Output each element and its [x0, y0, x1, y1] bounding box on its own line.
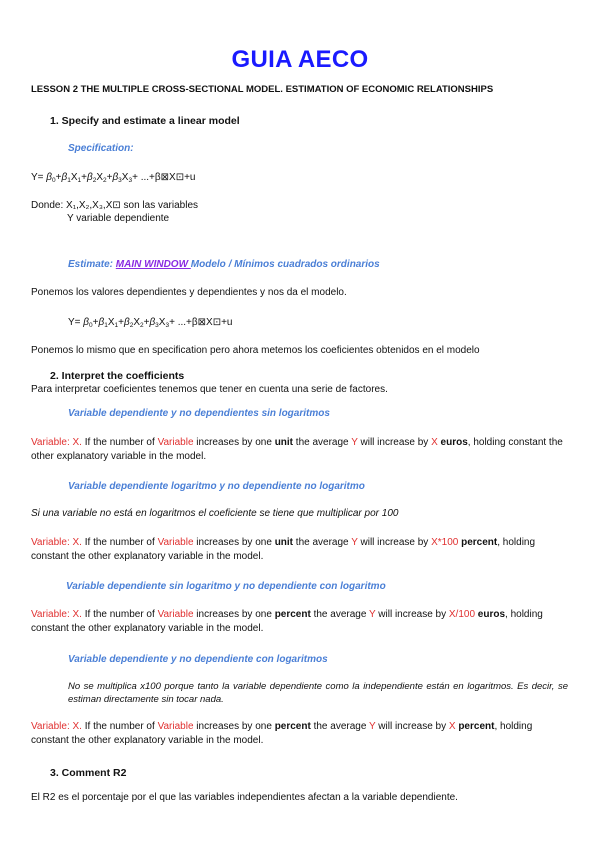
formula-tail: β⊠X⊡+u — [191, 317, 233, 328]
x-symbol: X — [96, 172, 103, 183]
x-symbol: X — [121, 172, 129, 183]
formula-term — [124, 317, 149, 328]
section-heading-1: 1. Specify and estimate a linear model — [50, 115, 240, 127]
formula-term — [87, 172, 112, 183]
highlight-red-text: Variable: X. — [31, 537, 85, 548]
highlight-red-text: Variable — [157, 721, 194, 732]
highlight-red-text: Y — [351, 437, 358, 448]
formula-prefix: Y= — [31, 172, 47, 183]
r2-comment: El R2 es el porcentaje por el que las variables independientes afectan a la variable dependiente. — [31, 792, 458, 803]
formula-operator: + — [55, 172, 62, 183]
formula-operator: + — [106, 172, 113, 183]
beta-symbol: β — [112, 172, 119, 183]
estimate-label: Estimate: — [68, 259, 116, 270]
section-heading-2: 2. Interpret the coefficients — [50, 370, 185, 382]
formula-operator: + — [81, 172, 87, 183]
body-text: will increase by — [375, 721, 449, 732]
x-symbol: X — [133, 317, 140, 328]
donde-line-2: Y variable dependiente — [67, 213, 170, 224]
formula-tail: β⊠X⊡+u — [154, 172, 196, 183]
interpret-intro: Para interpretar coeficientes tenemos que tener en cuenta una serie de factores. — [31, 384, 388, 395]
body-text: , holding constant the other explanatory variable in the model. — [31, 721, 533, 746]
beta-subscript: 0 — [52, 177, 56, 184]
body-text: , holding constant the other explanatory variable in the model. — [31, 537, 536, 562]
body-text: increases by one — [193, 537, 275, 548]
estimate-menu-path: Modelo / Mínimos cuadrados ordinarios — [190, 259, 380, 270]
highlight-red-text: X — [431, 437, 438, 448]
x-subscript: 2 — [139, 322, 144, 329]
bold-term: unit — [274, 437, 294, 448]
beta-symbol: β — [86, 172, 93, 183]
bold-term: euros — [477, 609, 506, 620]
formula-estimate — [68, 317, 232, 329]
beta-subscript: 0 — [89, 322, 93, 329]
highlight-red-text: Y — [369, 609, 376, 620]
formula-term — [83, 317, 98, 328]
body-text: will increase by — [357, 537, 432, 548]
body-text: the average — [310, 609, 370, 620]
highlight-red-text: Y — [369, 721, 376, 732]
body-text: , holding constant the other explanatory variable in the model. — [31, 609, 543, 634]
case-1-subheading: Variable dependiente y no dependientes sin logaritmos — [68, 408, 330, 419]
specification-label: Specification: — [68, 143, 134, 154]
formula-term — [61, 172, 86, 183]
formula-prefix: Y= — [68, 317, 84, 328]
beta-symbol: β — [46, 172, 53, 183]
formula-term — [98, 317, 123, 328]
case-2-interpretation — [31, 536, 569, 564]
formula-operator: + — [118, 317, 124, 328]
x-subscript: 3 — [128, 177, 133, 184]
body-text: the average — [293, 437, 352, 448]
bold-term: euros — [440, 437, 468, 448]
main-window-link[interactable]: MAIN WINDOW — [115, 259, 191, 270]
highlight-red-text: Variable: X. — [31, 437, 85, 448]
x-subscript: 2 — [102, 177, 107, 184]
formula-operator: + — [143, 317, 150, 328]
case-2-note: Si una variable no está en logaritmos el coeficiente se tiene que multiplicar por 100 — [31, 508, 399, 519]
body-text: the average — [293, 537, 352, 548]
ponemos-paragraph-2: Ponemos lo mismo que en specification pero ahora metemos los coeficientes obtenidos en el modelo — [31, 345, 480, 356]
formula-terms — [83, 317, 192, 328]
x-symbol: X — [70, 172, 78, 183]
body-text: If the number of — [84, 721, 158, 732]
beta-symbol: β — [149, 317, 156, 328]
x-subscript: 1 — [114, 322, 119, 329]
highlight-red-text: Variable — [157, 537, 194, 548]
body-text: If the number of — [84, 537, 158, 548]
case-4-subheading: Variable dependiente y no dependiente con logaritmos — [68, 654, 328, 665]
formula-specification — [31, 172, 195, 184]
body-text: , holding constant the other explanatory variable in the model. — [31, 437, 563, 462]
case-1-interpretation — [31, 436, 569, 464]
beta-subscript: 2 — [92, 177, 97, 184]
donde-label: Donde: — [31, 200, 67, 211]
body-text: increases by one — [193, 609, 275, 620]
highlight-red-text: Variable — [157, 437, 194, 448]
section-heading-3: 3. Comment R2 — [50, 767, 127, 779]
bold-term: unit — [274, 537, 294, 548]
body-text: If the number of — [84, 437, 158, 448]
x-symbol: X — [107, 317, 115, 328]
body-text: will increase by — [357, 437, 432, 448]
beta-subscript: 3 — [118, 177, 122, 184]
estimate-line — [68, 259, 380, 270]
x-subscript: 1 — [77, 177, 82, 184]
beta-subscript: 3 — [155, 322, 159, 329]
bold-term: percent — [458, 721, 495, 732]
beta-symbol: β — [98, 317, 105, 328]
lesson-heading: LESSON 2 THE MULTIPLE CROSS-SECTIONAL MODEL. ESTIMATION OF ECONOMIC RELATIONSHIPS — [31, 84, 494, 95]
highlight-red-text: Variable: X. — [31, 721, 85, 732]
bold-term: percent — [274, 609, 311, 620]
formula-operator: + — [92, 317, 99, 328]
body-text: will increase by — [375, 609, 449, 620]
formula-operator: + ...+ — [132, 172, 155, 183]
document-title: GUIA AECO — [231, 46, 369, 73]
formula-term — [46, 172, 61, 183]
body-text: If the number of — [84, 609, 158, 620]
formula-term — [112, 172, 154, 183]
case-2-subheading: Variable dependiente logaritmo y no dependiente no logaritmo — [68, 481, 365, 492]
beta-symbol: β — [61, 172, 68, 183]
donde-variables: X₁,X₂,X₃,X⊡ son las variables — [66, 200, 199, 211]
bold-term: percent — [274, 721, 311, 732]
formula-term — [149, 317, 191, 328]
x-subscript: 3 — [165, 322, 170, 329]
ponemos-paragraph-1: Ponemos los valores dependientes y dependientes y nos da el modelo. — [31, 287, 347, 298]
case-3-interpretation — [31, 608, 569, 636]
highlight-red-text: Variable — [157, 609, 194, 620]
bold-term: percent — [461, 537, 498, 548]
highlight-red-text: X — [448, 721, 456, 732]
highlight-red-text: X/100 — [448, 609, 476, 620]
highlight-red-text: Variable: X. — [31, 609, 85, 620]
case-4-interpretation — [31, 720, 569, 748]
highlight-red-text: X*100 — [431, 537, 459, 548]
case-3-subheading: Variable dependiente sin logaritmo y no dependiente con logaritmo — [66, 581, 386, 592]
case-4-note: No se multiplica x100 porque tanto la variable dependiente como la independiente están en logaritmos. Es decir, se estiman directamente sin tocar nada. — [68, 681, 568, 705]
formula-terms — [46, 172, 155, 183]
beta-subscript: 1 — [104, 322, 108, 329]
beta-subscript: 1 — [67, 177, 71, 184]
highlight-red-text: Y — [351, 537, 358, 548]
beta-symbol: β — [83, 317, 90, 328]
beta-subscript: 2 — [129, 322, 134, 329]
beta-symbol: β — [123, 317, 130, 328]
donde-line-1 — [31, 200, 198, 211]
x-symbol: X — [158, 317, 166, 328]
body-text: increases by one — [193, 721, 275, 732]
formula-operator: + ...+ — [169, 317, 192, 328]
body-text: the average — [310, 721, 370, 732]
body-text: increases by one — [193, 437, 275, 448]
